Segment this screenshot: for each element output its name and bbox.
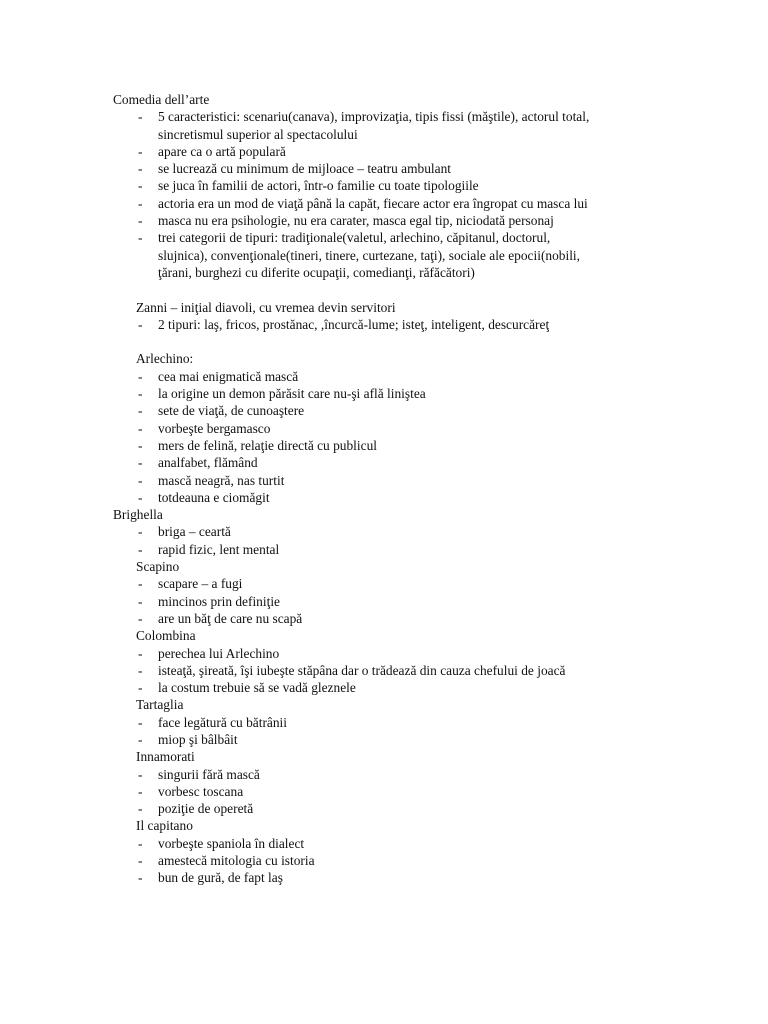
bullet-dash: -	[138, 835, 143, 851]
list-item: - perechea lui Arlechino	[138, 645, 280, 661]
bullet-dash: -	[138, 853, 143, 869]
list-item: - mincinos prin definiţie	[138, 593, 280, 609]
section-heading-innamorati: Innamorati	[136, 749, 195, 765]
bullet-dash: -	[138, 420, 143, 436]
bullet-dash: -	[138, 472, 143, 488]
bullet-dash: -	[138, 766, 143, 782]
list-item-continuation: sincretismul superior al spectacolului	[158, 126, 358, 142]
bullet-dash: -	[138, 489, 143, 505]
list-item: - bun de gură, de fapt laş	[138, 870, 283, 886]
bullet-dash: -	[138, 178, 143, 194]
general-list	[113, 108, 673, 281]
bullet-dash: -	[138, 437, 143, 453]
section-heading-tartaglia: Tartaglia	[136, 697, 184, 713]
list-item: - se lucrează cu minimum de mijloace – teatru ambulant	[138, 161, 451, 177]
section-heading-capitano: Il capitano	[136, 818, 193, 834]
list-item: - trei categorii de tipuri: tradiţionale(valetul, arlechino, căpitanul, doctorul,	[138, 230, 551, 246]
bullet-dash: -	[138, 143, 143, 159]
bullet-dash: -	[138, 368, 143, 384]
bullet-dash: -	[138, 109, 143, 125]
section-heading-colombina: Colombina	[136, 628, 196, 644]
bullet-dash: -	[138, 714, 143, 730]
list-item: - apare ca o artă populară	[138, 143, 286, 159]
list-item: - mers de felină, relaţie directă cu publicul	[138, 437, 377, 453]
list-item-continuation: slujnica), convenţionale(tineri, tinere, curtezane, taţi), sociale ale epocii(nobili,	[158, 247, 580, 263]
list-item: - miop şi bâlbâit	[138, 731, 238, 747]
blank-line	[113, 281, 673, 298]
list-item: - la origine un demon părăsit care nu-şi află liniştea	[138, 386, 426, 402]
list-item: - briga – ceartă	[138, 524, 231, 540]
bullet-dash: -	[138, 213, 143, 229]
list-item: - poziţie de operetă	[138, 801, 254, 817]
list-item: - se juca în familii de actori, într-o familie cu toate tipologiile	[138, 178, 479, 194]
bullet-dash: -	[138, 161, 143, 177]
list-item: - rapid fizic, lent mental	[138, 541, 280, 557]
list-item: - amestecă mitologia cu istoria	[138, 853, 315, 869]
list-item: - masca nu era psihologie, nu era carater, masca egal tip, niciodată personaj	[138, 213, 554, 229]
list-item: - vorbeşte bergamasco	[138, 420, 271, 436]
list-item: - singurii fără mască	[138, 766, 260, 782]
list-item-continuation: ţărani, burghezi cu diferite ocupaţii, comedianţi, răfăcători)	[158, 264, 475, 280]
document-body	[113, 91, 673, 887]
bullet-dash: -	[138, 783, 143, 799]
list-item: - scapare – a fugi	[138, 576, 243, 592]
section-heading-scapino: Scapino	[136, 559, 180, 575]
bullet-dash: -	[138, 662, 143, 678]
bullet-dash: -	[138, 680, 143, 696]
list-item: - mască neagră, nas turtit	[138, 472, 285, 488]
list-item: - are un băţ de care nu scapă	[138, 610, 303, 626]
bullet-dash: -	[138, 316, 143, 332]
bullet-dash: -	[138, 576, 143, 592]
blank-line	[113, 333, 673, 350]
bullet-dash: -	[138, 455, 143, 471]
list-item: - 2 tipuri: laş, fricos, prostănac, ,încurcă-lume; isteţ, inteligent, descurcăreţ	[138, 316, 550, 332]
list-item: - la costum trebuie să se vadă gleznele	[138, 680, 356, 696]
bullet-dash: -	[138, 230, 143, 246]
bullet-dash: -	[138, 386, 143, 402]
bullet-dash: -	[138, 610, 143, 626]
bullet-dash: -	[138, 870, 143, 886]
bullet-dash: -	[138, 801, 143, 817]
list-item: - isteaţă, şireată, îşi iubeşte stăpâna dar o trădează din cauza chefului de joacă	[138, 662, 566, 678]
list-item: - 5 caracteristici: scenariu(canava), improvizaţia, tipis fissi (măştile), actorul total,	[138, 109, 590, 125]
list-item: - vorbesc toscana	[138, 783, 244, 799]
list-item: - analfabet, flămând	[138, 455, 258, 471]
bullet-dash: -	[138, 403, 143, 419]
bullet-dash: -	[138, 541, 143, 557]
list-item: - cea mai enigmatică mască	[138, 368, 299, 384]
bullet-dash: -	[138, 645, 143, 661]
document-title: Comedia dell’arte	[113, 92, 210, 107]
list-item: - face legătură cu bătrânii	[138, 714, 287, 730]
section-heading-zanni: Zanni – iniţial diavoli, cu vremea devin servitori	[136, 299, 396, 315]
list-item: - totdeauna e ciomăgit	[138, 489, 270, 505]
list-item: - vorbeşte spaniola în dialect	[138, 835, 305, 851]
list-item: - actoria era un mod de viaţă până la capăt, fiecare actor era îngropat cu masca lui	[138, 195, 588, 211]
list-item: - sete de viaţă, de cunoaştere	[138, 403, 305, 419]
section-heading-brighella: Brighella	[113, 507, 163, 523]
bullet-dash: -	[138, 731, 143, 747]
bullet-dash: -	[138, 195, 143, 211]
bullet-dash: -	[138, 524, 143, 540]
section-heading-arlechino: Arlechino:	[136, 351, 194, 367]
bullet-dash: -	[138, 593, 143, 609]
